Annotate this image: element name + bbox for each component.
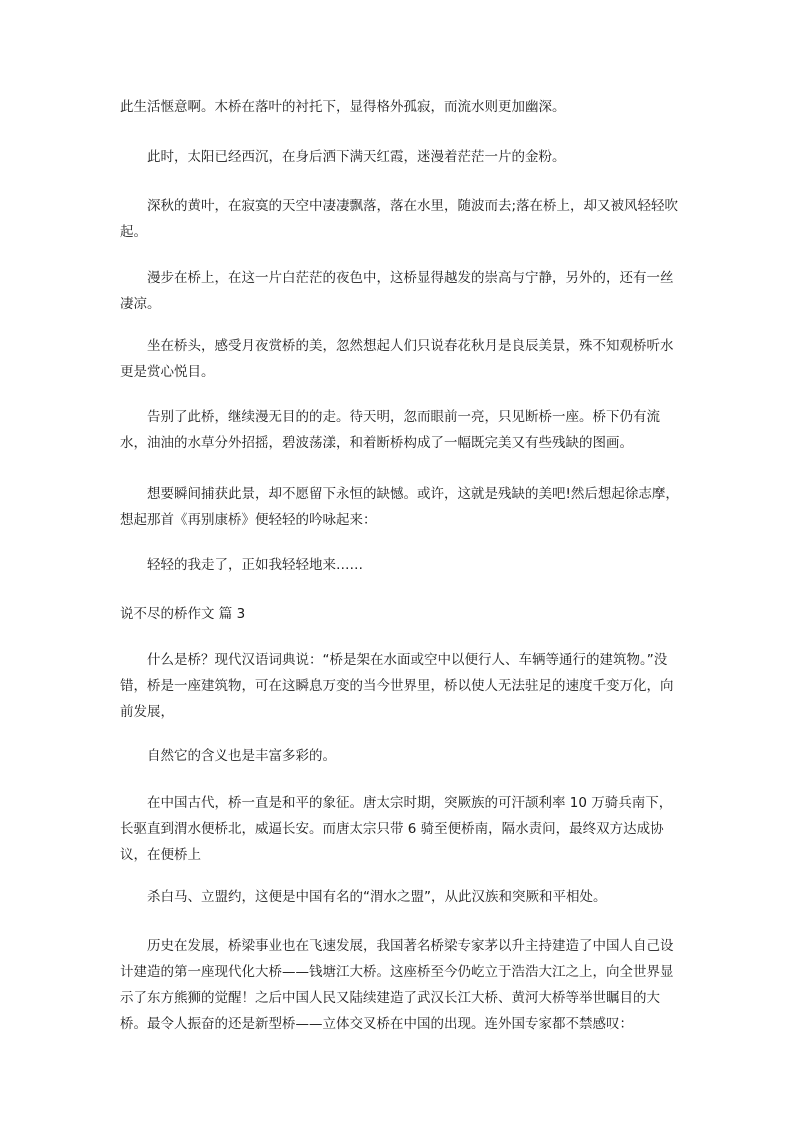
paragraph-8: 轻轻的我走了，正如我轻轻地来…… — [147, 557, 363, 573]
paragraph-3: 深秋的黄叶，在寂寞的天空中凄凄飘落，落在水里，随波而去;落在桥上，却又被风轻轻吹起。 — [120, 198, 679, 240]
paragraph-11: 在中国古代，桥一直是和平的象征。唐太宗时期，突厥族的可汗颉利率 10 万骑兵南下，长驱直到渭水便桥北，威逼长安。而唐太宗只带 6 骑至便桥南，隔水责问，最终双方达成协议，在便桥上 — [120, 795, 673, 863]
paragraph-7: 想要瞬间捕获此景，却不愿留下永恒的缺憾。或许，这就是残缺的美吧!然后想起徐志摩，想起那首《再别康桥》便轻轻的吟咏起来： — [120, 486, 679, 528]
paragraph-9: 什么是桥？现代汉语词典说：“桥是架在水面或空中以便行人、车辆等通行的建筑物。”没错，桥是一座建筑物，可在这瞬息万变的当今世界里，桥以使人无法驻足的速度千变万化，向前发展， — [120, 652, 674, 720]
paragraph-12: 杀白马、立盟约，这便是中国有名的“渭水之盟”，从此汉族和突厥和平相处。 — [147, 889, 607, 905]
paragraph-5: 坐在桥头，感受月夜赏桥的美，忽然想起人们只说春花秋月是良辰美景，殊不知观桥听水更是赏心悦目。 — [120, 338, 674, 380]
paragraph-2: 此时，太阳已经西沉，在身后洒下满天红霞，迷漫着茫茫一片的金粉。 — [147, 149, 566, 165]
paragraph-10: 自然它的含义也是丰富多彩的。 — [147, 748, 336, 764]
section-heading: 说不尽的桥作文 篇 3 — [120, 606, 246, 622]
paragraph-6: 告别了此桥，继续漫无目的的走。待天明，忽而眼前一亮，只见断桥一座。桥下仍有流水，油油的水草分外招摇，碧波荡漾，和着断桥构成了一幅既完美又有些残缺的图画。 — [120, 409, 660, 451]
paragraph-13: 历史在发展，桥梁事业也在飞速发展，我国著名桥梁专家茅以升主持建造了中国人自己设计建造的第一座现代化大桥——钱塘江大桥。这座桥至今仍屹立于浩浩大江之上，向全世界显示了东方熊狮的觉醒！之后中国人民又陆续建造了武汉长江大桥、黄河大桥等举世瞩目的大桥。最令人振奋的还是新型桥——立体交叉桥在中国的出现。连外国专家都不禁感叹： — [120, 938, 674, 1032]
paragraph-1: 此生活惬意啊。木桥在落叶的衬托下，显得格外孤寂，而流水则更加幽深。 — [120, 99, 566, 115]
paragraph-4: 漫步在桥上，在这一片白茫茫的夜色中，这桥显得越发的崇高与宁静，另外的，还有一丝凄凉。 — [120, 270, 674, 312]
